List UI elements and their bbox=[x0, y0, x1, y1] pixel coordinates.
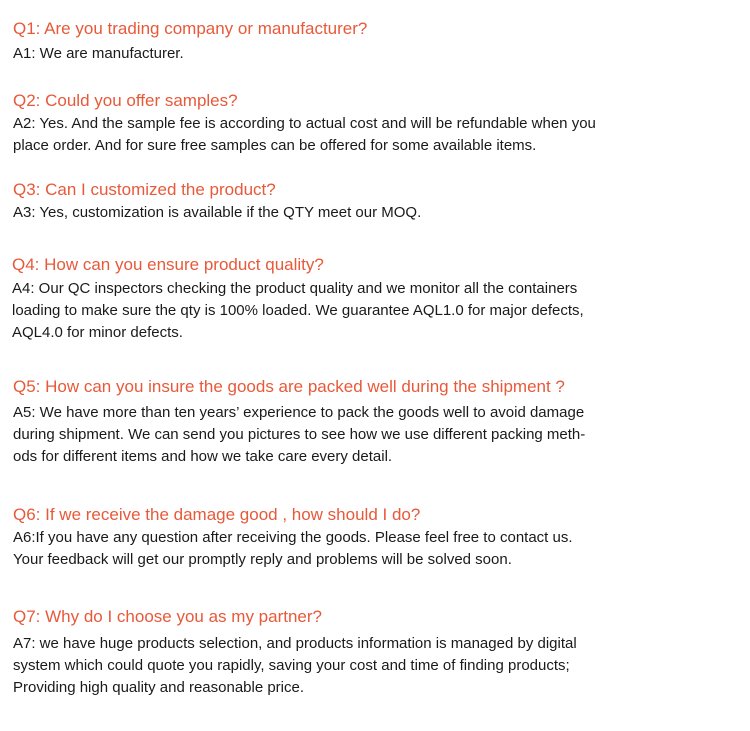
faq-question-2: Q2: Could you offer samples? bbox=[13, 91, 238, 110]
faq-answer-2-line-1: A2: Yes. And the sample fee is according to actual cost and will be refundable when you bbox=[13, 115, 596, 132]
faq-answer-6-line-1: A6:If you have any question after receiving the goods. Please feel free to contact us. bbox=[13, 529, 573, 546]
faq-answer-6-line-2: Your feedback will get our promptly reply and problems will be solved soon. bbox=[13, 551, 512, 568]
faq-answer-1 bbox=[13, 43, 184, 65]
faq-answer-7-line-3: Providing high quality and reasonable price. bbox=[13, 679, 305, 696]
faq-answer-5-line-3: ods for different items and how we take care every detail. bbox=[13, 448, 393, 465]
faq-answer-5 bbox=[13, 402, 585, 468]
faq-question-3: Q3: Can I customized the product? bbox=[13, 180, 276, 199]
faq-answer-7 bbox=[13, 633, 577, 699]
faq-answer-7-line-1: A7: we have huge products selection, and products information is managed by digital bbox=[13, 635, 577, 652]
faq-question-5: Q5: How can you insure the goods are packed well during the shipment ? bbox=[13, 377, 565, 396]
faq-answer-3 bbox=[13, 202, 421, 224]
faq-question-7: Q7: Why do I choose you as my partner? bbox=[13, 607, 322, 626]
faq-answer-3-line-1: A3: Yes, customization is available if the QTY meet our MOQ. bbox=[13, 204, 422, 221]
faq-answer-1-line-1: A1: We are manufacturer. bbox=[13, 45, 184, 62]
faq-question-6: Q6: If we receive the damage good , how should I do? bbox=[13, 505, 421, 524]
faq-answer-2 bbox=[13, 113, 596, 157]
faq-answer-5-line-2: during shipment. We can send you pictures to see how we use different packing meth- bbox=[13, 426, 586, 443]
faq-question-4: Q4: How can you ensure product quality? bbox=[12, 255, 324, 274]
faq-answer-6 bbox=[13, 527, 573, 571]
faq-question-1: Q1: Are you trading company or manufacturer? bbox=[13, 19, 368, 38]
faq-answer-5-line-1: A5: We have more than ten years’ experience to pack the goods well to avoid damage bbox=[13, 404, 585, 421]
faq-answer-4-line-1: A4: Our QC inspectors checking the product quality and we monitor all the containers bbox=[12, 280, 578, 297]
faq-answer-4-line-3: AQL4.0 for minor defects. bbox=[12, 324, 183, 341]
faq-answer-4 bbox=[12, 278, 584, 344]
faq-answer-7-line-2: system which could quote you rapidly, saving your cost and time of finding products; bbox=[13, 657, 570, 674]
faq-answer-2-line-2: place order. And for sure free samples can be offered for some available items. bbox=[13, 137, 537, 154]
faq-answer-4-line-2: loading to make sure the qty is 100% loaded. We guarantee AQL1.0 for major defects, bbox=[12, 302, 584, 319]
